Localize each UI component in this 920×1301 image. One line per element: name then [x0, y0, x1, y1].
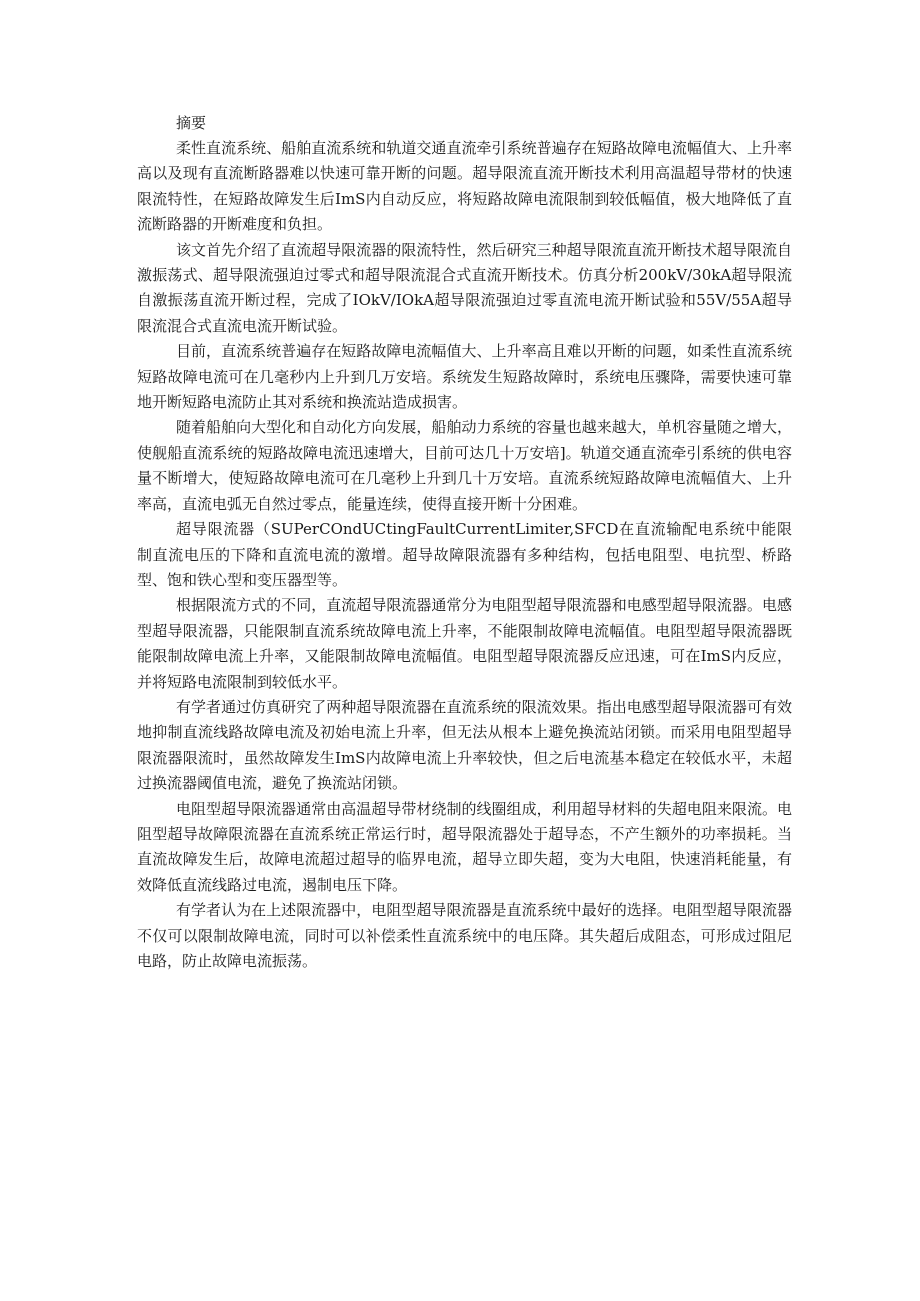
paragraph-1: 柔性直流系统、船舶直流系统和轨道交通直流牵引系统普遍存在短路故障电流幅值大、上升率高以及现有直流断路器难以快速可靠开断的问题。超导限流直流开断技术利用高温超导带材的快速限流特性，在短路故障发生后ImS内自动反应，将短路故障电流限制到较低幅值，极大地降低了直流断路器的开断难度和负担。 [137, 139, 792, 234]
paragraph-4: 随着船舶向大型化和自动化方向发展，船舶动力系统的容量也越来越大，单机容量随之增大，使舰船直流系统的短路故障电流迅速增大，目前可达几十万安培]。轨道交通直流牵引系统的供电容量不断增大，使短路故障电流可在几毫秒上升到几十万安培。直流系统短路故障电流幅值大、上升率高，直流电弧无自然过零点，能量连续，使得直接开断十分困难。 [137, 418, 792, 513]
paragraph-6: 根据限流方式的不同，直流超导限流器通常分为电阻型超导限流器和电感型超导限流器。电感型超导限流器，只能限制直流系统故障电流上升率，不能限制故障电流幅值。电阻型超导限流器既能限制故障电流上升率，又能限制故障电流幅值。电阻型超导限流器反应迅速，可在ImS内反应，并将短路电流限制到较低水平。 [137, 596, 792, 691]
document-page [137, 110, 792, 974]
paragraph-8: 电阻型超导限流器通常由高温超导带材绕制的线圈组成，利用超导材料的失超电阻来限流。电阻型超导故障限流器在直流系统正常运行时，超导限流器处于超导态，不产生额外的功率损耗。当直流故障发生后，故障电流超过超导的临界电流，超导立即失超，变为大电阻，快速消耗能量，有效降低直流线路过电流，遏制电压下降。 [137, 799, 792, 894]
paragraph-7: 有学者通过仿真研究了两种超导限流器在直流系统的限流效果。指出电感型超导限流器可有效地抑制直流线路故障电流及初始电流上升率，但无法从根本上避免换流站闭锁。而采用电阻型超导限流器限流时，虽然故障发生ImS内故障电流上升率较快，但之后电流基本稳定在较低水平，未超过换流器阈值电流，避免了换流站闭锁。 [137, 697, 792, 793]
paragraph-9: 有学者认为在上述限流器中，电阻型超导限流器是直流系统中最好的选择。电阻型超导限流器不仅可以限制故障电流，同时可以补偿柔性直流系统中的电压降。其失超后成阻态，可形成过阻尼电路，防止故障电流振荡。 [137, 901, 792, 970]
paragraph-5: 超导限流器（SUPerCOndUCtingFaultCurrentLimiter,SFCD在直流输配电系统中能限制直流电压的下降和直流电流的激增。超导故障限流器有多种结构，包括电阻型、电抗型、桥路型、饱和铁心型和变压器型等。 [137, 520, 792, 589]
abstract-title: 摘要 [176, 114, 207, 132]
paragraph-3: 目前，直流系统普遍存在短路故障电流幅值大、上升率高且难以开断的问题，如柔性直流系统短路故障电流可在几毫秒内上升到几万安培。系统发生短路故障时，系统电压骤降，需要快速可靠地开断短路电流防止其对系统和换流站造成损害。 [137, 342, 792, 412]
paragraph-2: 该文首先介绍了直流超导限流器的限流特性，然后研究三种超导限流直流开断技术超导限流自激振荡式、超导限流强迫过零式和超导限流混合式直流开断技术。仿真分析200kV/30kA超导限流自激振荡直流开断过程，完成了IOkV/IOkA超导限流强迫过零直流电流开断试验和55V/55A超导限流混合式直流电流开断试验。 [137, 240, 792, 335]
